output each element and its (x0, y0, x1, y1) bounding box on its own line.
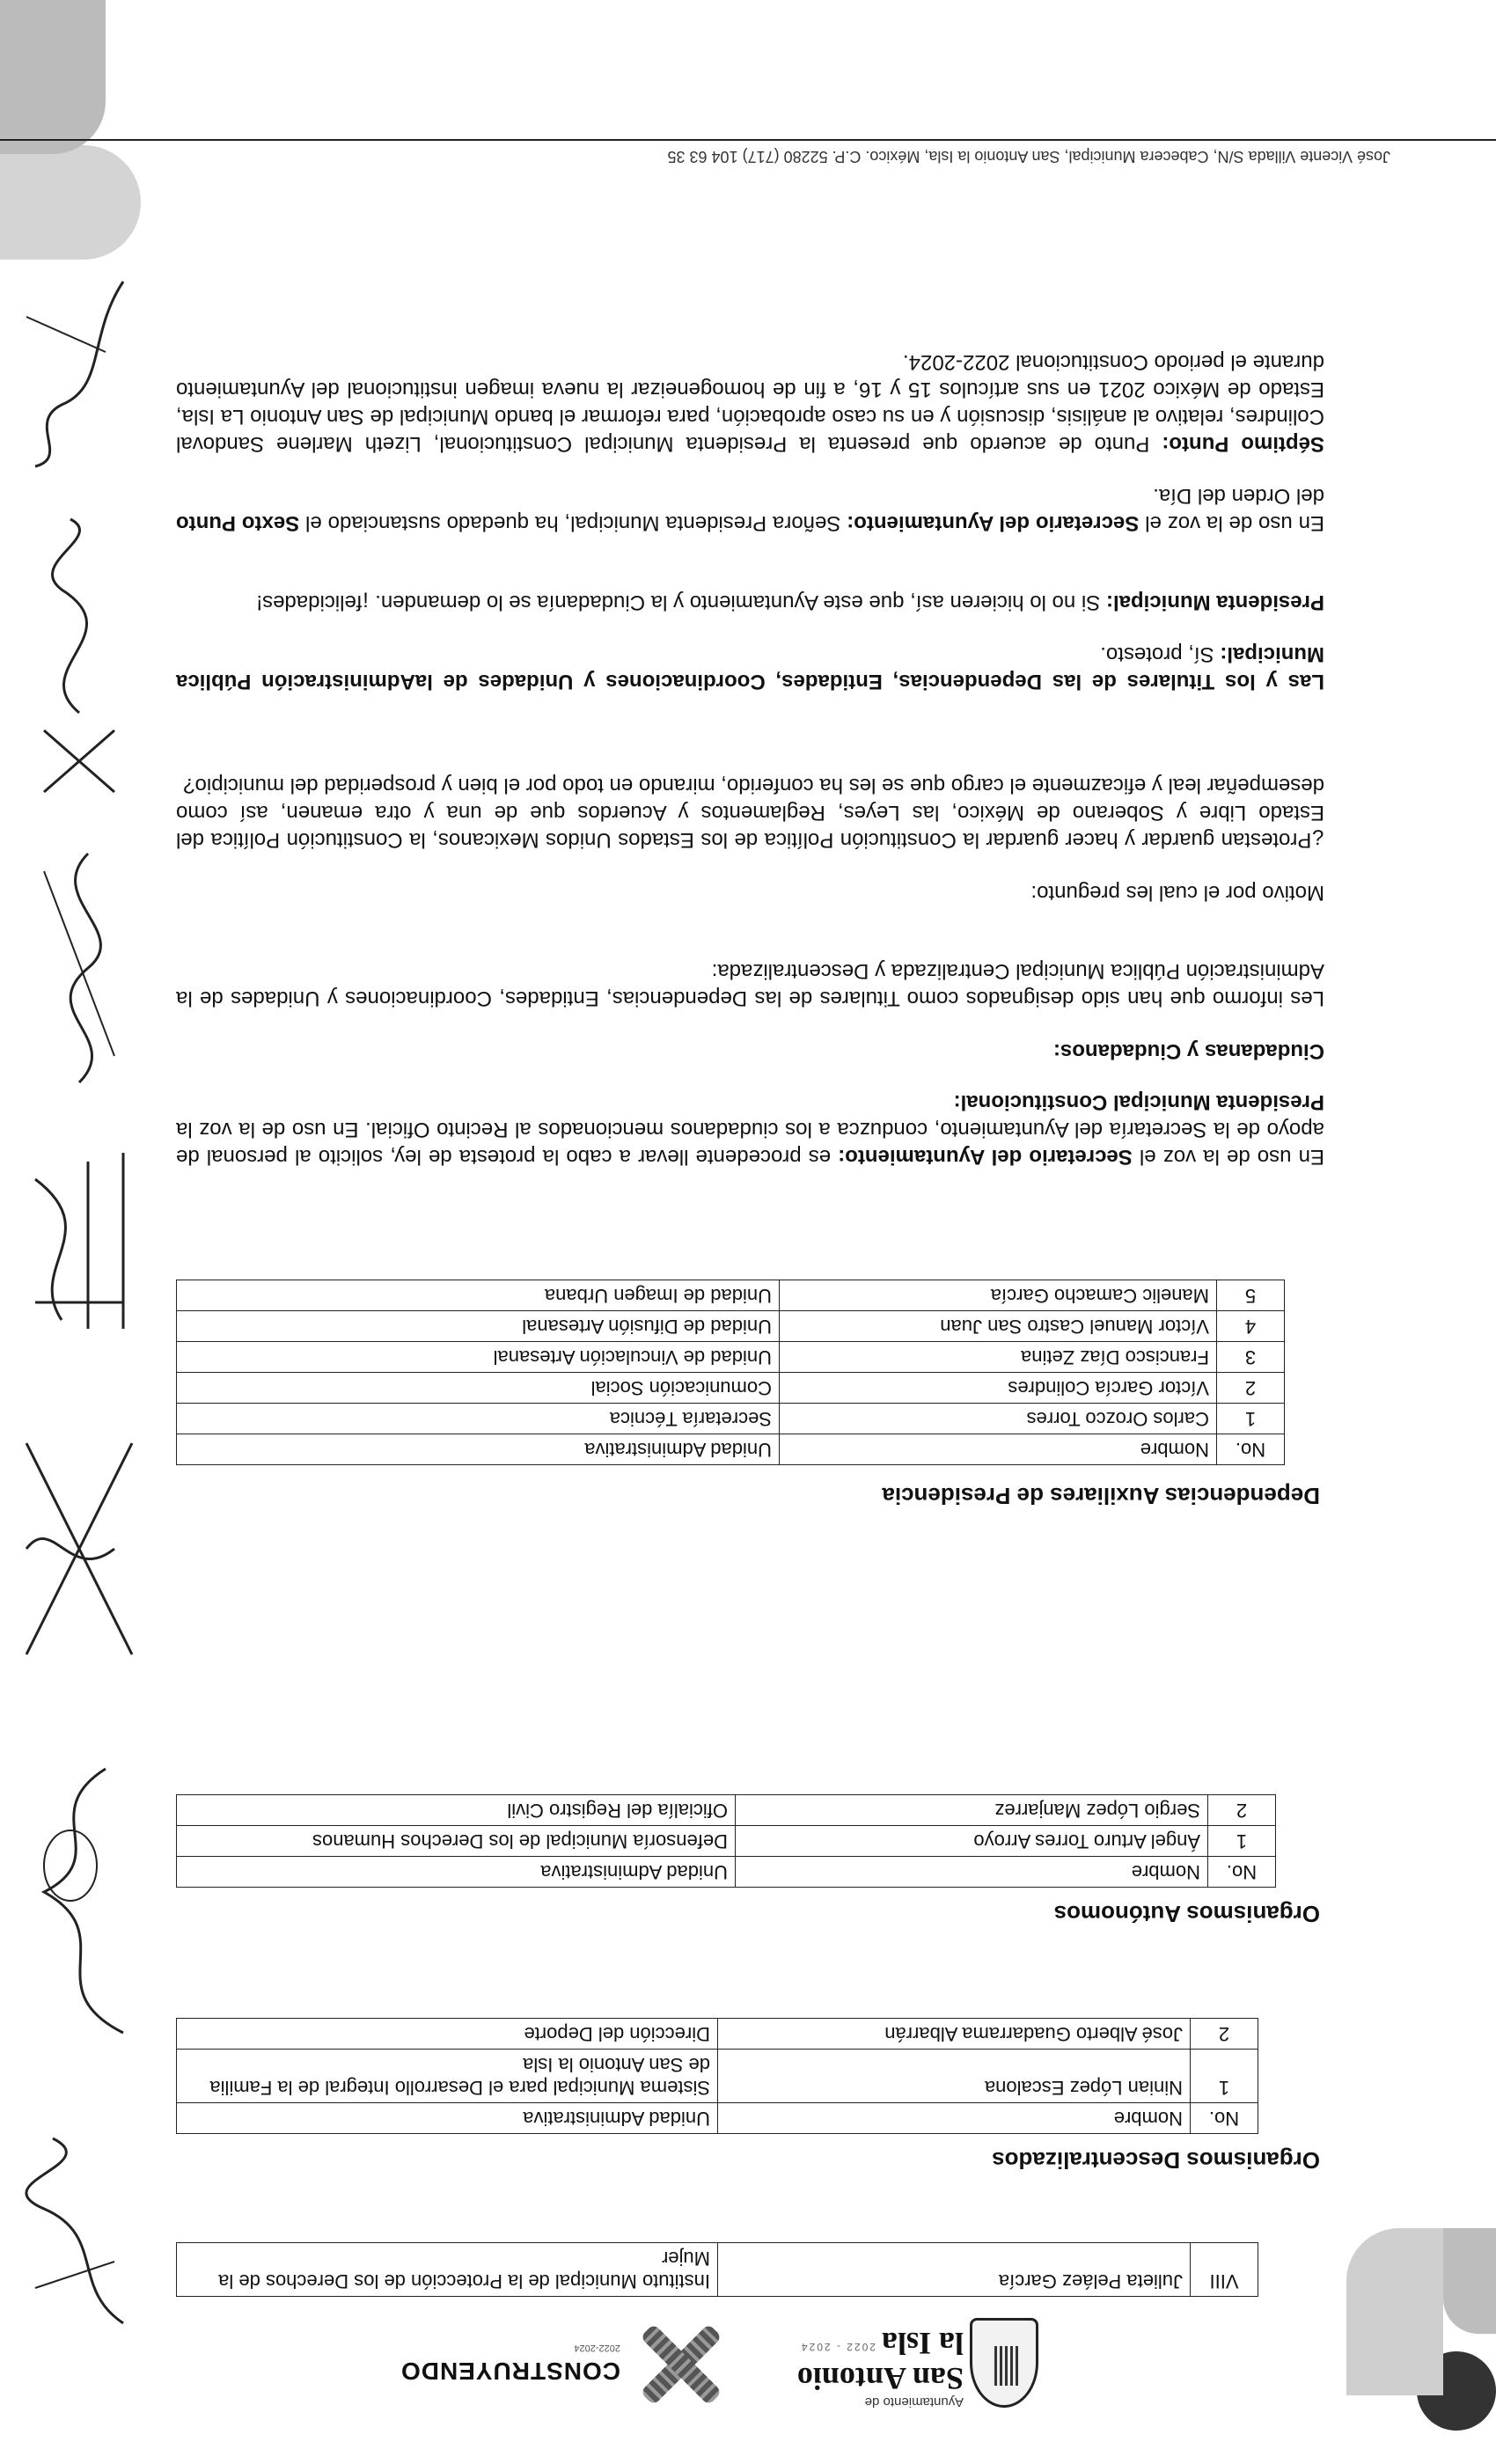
brand-subtitle: 2022-2024 (574, 2343, 620, 2353)
header-no: No. (1208, 1857, 1276, 1888)
cell-unidad: Dirección del Deporte (177, 2019, 718, 2050)
signature-3 (18, 1426, 141, 1672)
bold-text: Sexto Punto (176, 511, 300, 535)
signature-6 (18, 510, 141, 810)
text: Señora Presidenta Municipal, ha quedado sustanciado el (299, 511, 847, 535)
header-nombre: Nombre (780, 1434, 1217, 1465)
text: En uso de la voz el (1139, 511, 1324, 535)
cell-no: VIII (1191, 2243, 1258, 2297)
construyendo-x-icon (634, 2316, 730, 2413)
cell-nombre: Sergio López Manjarrez (736, 1795, 1208, 1826)
section-title-descentralizados: Organismos Descentralizados (992, 2147, 1320, 2174)
table-row (177, 1404, 1285, 1434)
section-title-dependencias: Dependencias Auxiliares de Presidencia (882, 1483, 1320, 1509)
footer-decoration (0, 0, 158, 260)
table-row (177, 2243, 1258, 2297)
table-header-row (177, 1434, 1285, 1465)
cell-nombre: Ángel Arturo Torres Arroyo (736, 1826, 1208, 1857)
table-descentralizados (176, 2018, 1258, 2134)
section-title-autonomos: Organismos Autónomos (1053, 1901, 1320, 1927)
bold-text: Presidenta Municipal Constitucional: (953, 1090, 1324, 1114)
paragraph-septimo-punto (176, 348, 1324, 458)
signature-2 (18, 1760, 141, 2042)
cell-unidad: Oficialía del Registro Civil (177, 1795, 736, 1826)
table-row (177, 1826, 1276, 1857)
text: Si no lo hicieren así, que este Ayuntamiento y la Ciudadanía se lo demanden. ¡felicidades! (256, 590, 1106, 614)
cell-no: 1 (1217, 1404, 1285, 1434)
table-row (177, 2019, 1258, 2050)
signature-5 (18, 845, 141, 1091)
header-nombre: Nombre (718, 2103, 1191, 2134)
bold-text: Séptimo Punto: (1162, 432, 1324, 456)
cell-nombre: Manelic Camacho García (780, 1280, 1217, 1311)
bold-text: Presidenta Municipal: (1105, 590, 1324, 614)
header-no: No. (1217, 1434, 1285, 1465)
cell-no: 5 (1217, 1280, 1285, 1311)
municipality-isla: la Isla (881, 2326, 964, 2361)
text: En uso de la voz el (1132, 1145, 1324, 1169)
header-unidad: Unidad Administrativa (177, 1857, 736, 1888)
table-row (177, 1311, 1285, 1342)
cell-unidad: Unidad de Imagen Urbana (177, 1280, 780, 1311)
cell-no: 2 (1191, 2019, 1258, 2050)
table-header-row (177, 1857, 1276, 1888)
cell-nombre: José Alberto Guadarrama Albarrán (718, 2019, 1191, 2050)
footer-address: José Vicente Villada S/N, Cabecera Municipal, San Antonio la Isla, México. C.P. 52280 (717) 104 63 35 (667, 148, 1390, 165)
cell-unidad: Comunicación Social (177, 1373, 780, 1404)
table-header-row (177, 2103, 1258, 2134)
text: del Orden del Día. (1153, 484, 1324, 508)
cell-nombre: Víctor Manuel Castro San Juan (780, 1311, 1217, 1342)
table-row (177, 2050, 1258, 2103)
cell-nombre: Carlos Orozco Torres (780, 1404, 1217, 1434)
table-row (177, 1795, 1276, 1826)
paragraph-sexto-punto (176, 482, 1324, 537)
table-row (177, 1342, 1285, 1373)
seal-icon (970, 2318, 1038, 2408)
corner-decoration (1364, 2228, 1496, 2431)
cell-no: 1 (1191, 2050, 1258, 2103)
cell-no: 2 (1217, 1373, 1285, 1404)
paragraph-presidenta (176, 589, 1324, 616)
table-dependencias (176, 1280, 1285, 1465)
cell-unidad: Sistema Municipal para el Desarrollo Integral de la Familia de San Antonio la Isla (177, 2050, 718, 2103)
header-no: No. (1191, 2103, 1258, 2134)
text: Punto de acuerdo que presenta la Presidenta Municipal Constitucional, Lizeth Marlene Sandoval Colindres, relativo al análisis, discusión y en su caso aprobación, para reformar el bando Municipal de San Antonio La Isla, Estado de México 2021 en sus artículos 15 y 16, a fin de homogeneizar la nueva imagen institucional del Ayuntamiento durante el periodo Constitucional 2022-2024. (176, 350, 1324, 456)
cell-nombre: Francisco Díaz Zetina (780, 1342, 1217, 1373)
municipality-years: 2022 - 2024 (799, 2341, 876, 2353)
cell-nombre: Julieta Peláez García (718, 2243, 1191, 2297)
table-row (177, 1373, 1285, 1404)
header-unidad: Unidad Administrativa (177, 1434, 780, 1465)
letterhead (0, 2299, 1496, 2431)
cell-unidad: Unidad de Difusión Artesanal (177, 1311, 780, 1342)
municipality-name: San Antonio (796, 2361, 964, 2396)
paragraph-designados: Les informo que han sido designados como Titulares de las Dependencias, Entidades, Coordinaciones y Unidades de la Administración Pública Municipal Centralizada y Descentralizada: (176, 959, 1324, 1010)
header-nombre: Nombre (736, 1857, 1208, 1888)
cell-unidad: Secretaría Técnica (177, 1404, 780, 1434)
cell-no: 2 (1208, 1795, 1276, 1826)
brand-construyendo: CONSTRUYENDO (400, 2358, 620, 2385)
top-table (176, 2242, 1258, 2297)
cell-unidad: Unidad de Vinculación Artesanal (177, 1342, 780, 1373)
cell-no: 4 (1217, 1311, 1285, 1342)
bold-text: Secretario del Ayuntamiento: (838, 1145, 1133, 1169)
text: es procedente llevar a cabo la protesta de ley, solicito al personal de apoyo de la Secretaría del Ayuntamiento, conduzca a los ciudadanos mencionados al Recinto Oficial. En uso de la voz la (176, 1118, 1324, 1169)
bold-text: Secretario del Ayuntamiento: (847, 511, 1140, 535)
paragraph-protesta (176, 1089, 1324, 1170)
table-autonomos (176, 1794, 1276, 1888)
signature-1 (18, 2130, 141, 2341)
cell-unidad: Instituto Municipal de la Protección de los Derechos de la Mujer (177, 2243, 718, 2297)
cell-nombre: Víctor García Colindres (780, 1373, 1217, 1404)
cell-unidad: Defensoría Municipal de los Derechos Humanos (177, 1826, 736, 1857)
ayuntamiento-label: Ayuntamiento de (864, 2394, 964, 2409)
bold-text: Las y los Titulares de las Dependencias, Entidades, Coordinaciones y Unidades de laAdministración Pública Municipal: (176, 642, 1324, 693)
municipality-logo (748, 2309, 1038, 2415)
header-unidad: Unidad Administrativa (177, 2103, 718, 2134)
paragraph-ciudadanos: Ciudadanas y Ciudadanos: (1052, 1039, 1324, 1063)
cell-nombre: Ninian López Escalona (718, 2050, 1191, 2103)
cell-no: 3 (1217, 1342, 1285, 1373)
cell-no: 1 (1208, 1826, 1276, 1857)
paragraph-motivo: Motivo por el cual les pregunto: (1030, 881, 1324, 905)
paragraph-pregunta: ¿Protestan guardar y hacer guardar la Constitución Política de los Estados Unidos Mexicanos, la Constitución Política del Estado Libre y Soberano de México, las Leyes, Reglamentos y Acuerdos que de una y otra emanen, así como desempeñar leal y eficazmente el cargo que se les ha conferido, mirando en todo por el bien y prosperidad del municipio? (176, 774, 1324, 852)
footer-rule (0, 139, 1496, 141)
signature-7 (18, 264, 141, 475)
table-row (177, 1280, 1285, 1311)
signature-4 (18, 1144, 141, 1338)
text: Sí, protesto. (1100, 642, 1221, 666)
paragraph-protesto (176, 641, 1324, 695)
